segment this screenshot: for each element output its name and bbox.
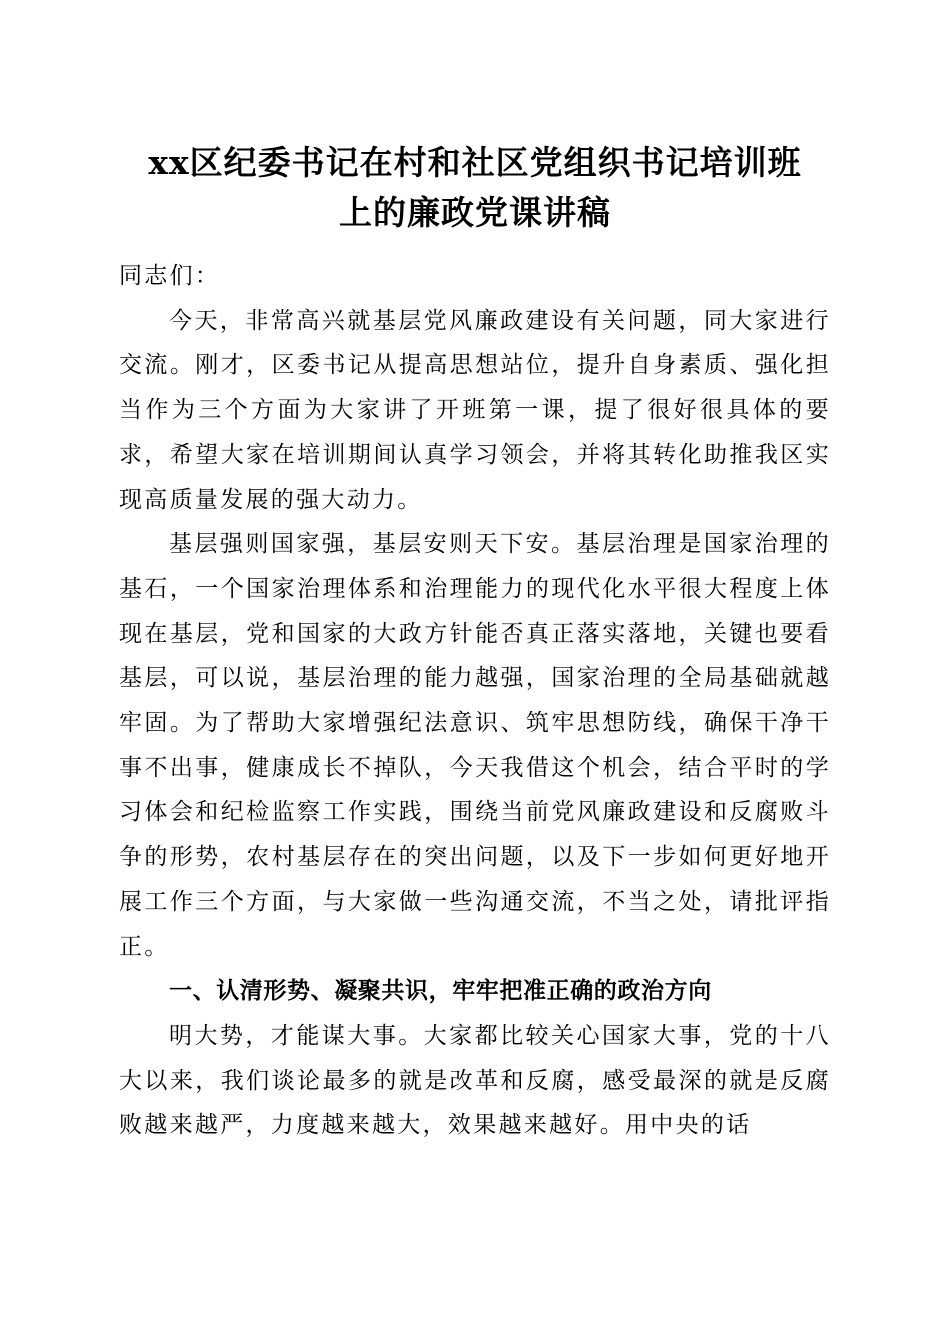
salutation: 同志们： [119, 263, 221, 289]
document-title [90, 138, 860, 238]
document-body [119, 254, 831, 1148]
section-heading: 一、认清形势、凝聚共识，牢牢把准正确的政治方向 [169, 978, 712, 1005]
title-line-2: 上的廉政党课讲稿 [339, 193, 611, 232]
paragraph-1: 今天，非常高兴就基层党风廉政建设有关问题，同大家进行交流。刚才，区委书记从提高思想站位，提升自身素质、强化担当作为三个方面为大家讲了开班第一课，提了很好很具体的要求，希望大家在培训期间认真学习领会，并将其转化助推我区实现高质量发展的强大动力。 [119, 307, 831, 513]
section-paragraph: 明大势，才能谋大事。大家都比较关心国家大事，党的十八大以来，我们谈论最多的就是改革和反腐，感受最深的就是反腐败越来越严，力度越来越大，效果越来越好。用中央的话 [119, 1022, 831, 1139]
title-line-1: xx区纪委书记在村和社区党组织书记培训班 [148, 143, 802, 182]
paragraph-2: 基层强则国家强，基层安则天下安。基层治理是国家治理的基石，一个国家治理体系和治理能力的现代化水平很大程度上体现在基层，党和国家的大政方针能否真正落实落地，关键也要看基层，可以说，基层治理的能力越强，国家治理的全局基础就越牢固。为了帮助大家增强纪法意识、筑牢思想防线，确保干净干事不出事，健康成长不掉队，今天我借这个机会，结合平时的学习体会和纪检监察工作实践，围绕当前党风廉政建设和反腐败斗争的形势，农村基层存在的突出问题，以及下一步如何更好地开展工作三个方面，与大家做一些沟通交流，不当之处，请批评指正。 [119, 531, 831, 960]
